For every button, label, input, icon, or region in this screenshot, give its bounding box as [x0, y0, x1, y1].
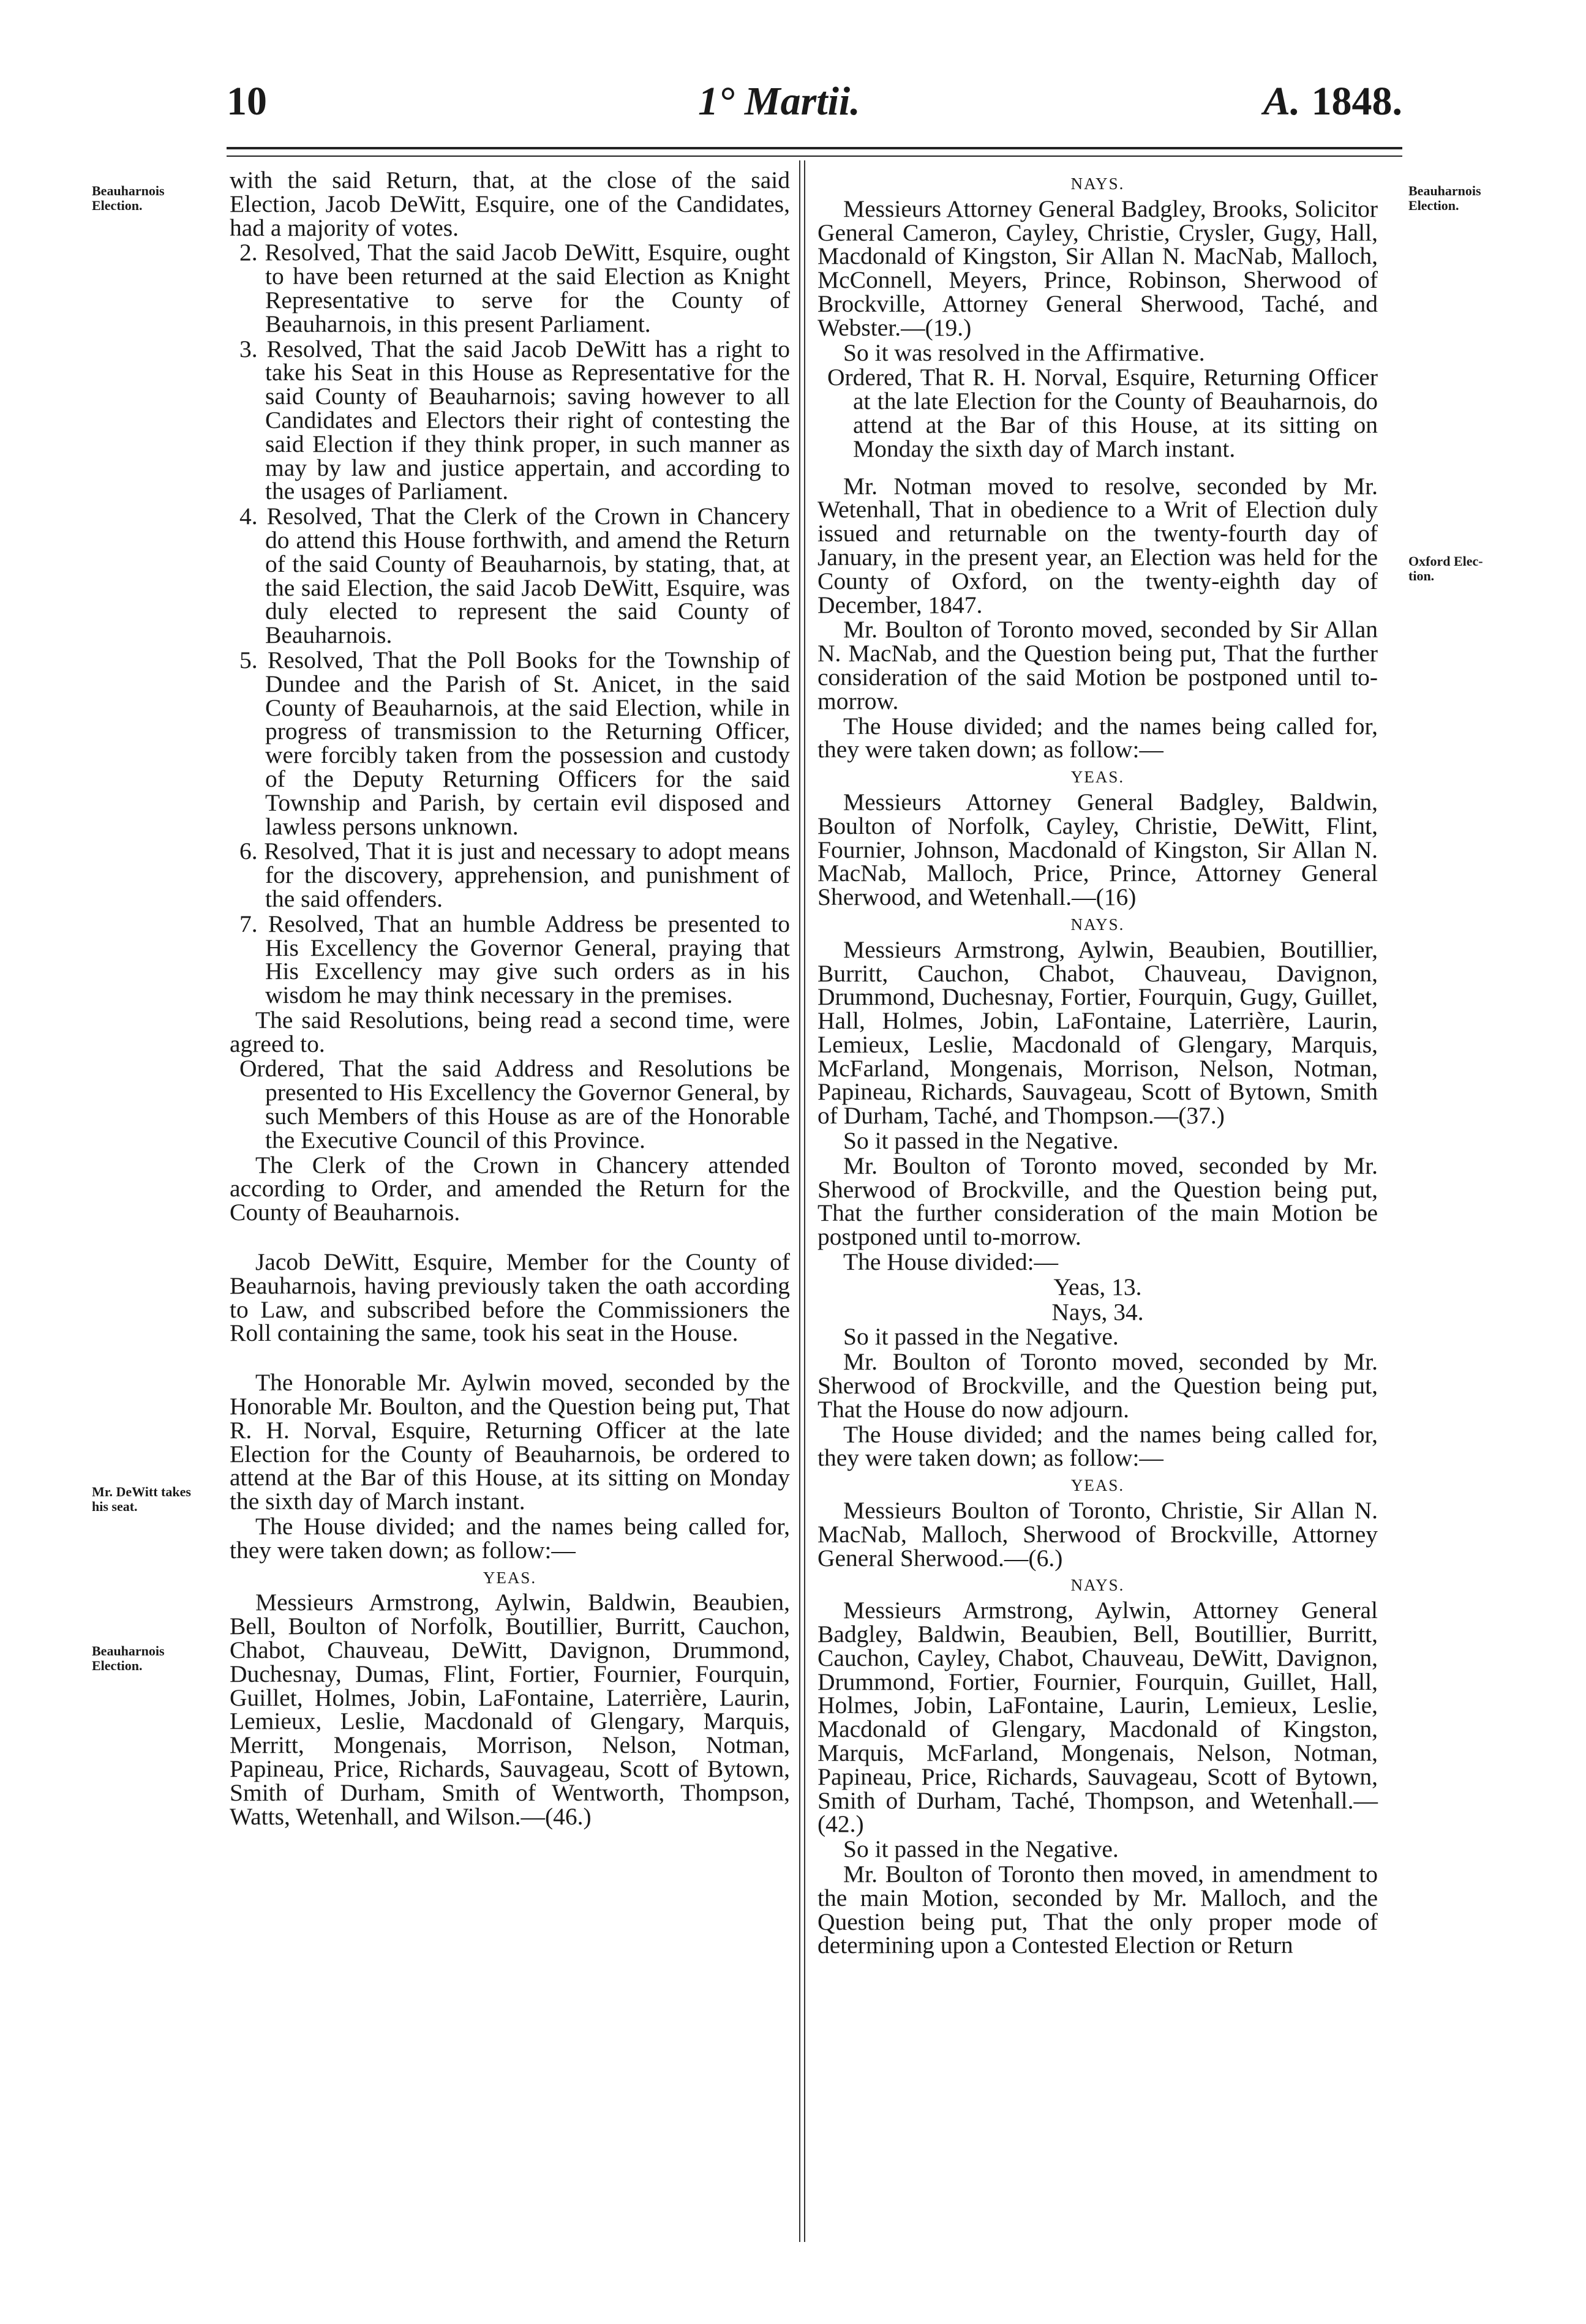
nays-heading: NAYS. — [1070, 915, 1125, 934]
paragraph: So it passed in the Negative. — [843, 1127, 1119, 1155]
resolution-7: 7. Resolved, That an humble Address be presented to His Excellency the Governor General, praying that His Excellency may give such orders as in his wisdom he may think necessary in the premises. — [239, 910, 790, 1009]
margin-note-dewitt-seat: Mr. DeWitt takes his seat. — [92, 1484, 191, 1514]
margin-note-beauharnois-1: Beauharnois Election. — [92, 183, 165, 213]
vote-list: Messieurs Boulton of Toronto, Christie, Sir Allan N. MacNab, Malloch, Sherwood of Brockville, Attorney General Sherwood.—(6.) — [817, 1497, 1378, 1572]
header-rule — [227, 147, 1402, 149]
header-rule-thin — [227, 156, 1402, 157]
margin-note-oxford: Oxford Elec- tion. — [1408, 553, 1483, 583]
vote-list: Messieurs Armstrong, Aylwin, Attorney General Badgley, Baldwin, Beaubien, Bell, Boutillier, Burritt, Cauchon, Cayley, Chabot, Chauveau, DeWitt, Davignon, Drummond, Fortier, Fournier, Fourquin, Guillet, Hall, Holmes, Jobin, LaFontaine, Laurin, Lemieux, Leslie, Macdonald of Glengary, Macdonald of Kingston, Marquis, McFarland, Mongenais, Nelson, Notman, Papineau, Price, Richards, Sauvageau, Scott of Bytown, Smith of Durham, Taché, Thompson, and Wetenhall.—(42.) — [817, 1597, 1378, 1838]
spacer — [230, 1226, 790, 1250]
paragraph: Mr. Boulton of Toronto moved, seconded by Sir Allan N. MacNab, and the Question being put, That the further consideration of the said Motion be postponed until to-morrow. — [817, 616, 1378, 714]
order-paragraph: Ordered, That R. H. Norval, Esquire, Returning Officer at the late Election for the County of Beauharnois, do attend at the Bar of this House, at its sitting on Monday the sixth day of March instant. — [827, 364, 1378, 462]
vote-list: Messieurs Attorney General Badgley, Brooks, Solicitor General Cameron, Cayley, Christie, Crysler, Gugy, Hall, Macdonald of Kingston, Sir Allan N. MacNab, Malloch, McConnell, Meyers, Prince, Robinson, Sherwood of Brockville, Attorney General Sherwood, Taché, and Webster.—(19.) — [817, 195, 1378, 341]
year-a: A. — [1263, 79, 1301, 124]
paragraph: So it passed in the Negative. — [843, 1835, 1119, 1863]
paragraph: Mr. Notman moved to resolve, seconded by Mr. Wetenhall, That in obedience to a Writ of Election duly issued and returnable on the twenty-fourth day of January, in the present year, an Election was held for the County of Oxford, on the twenty-eighth day of December, 1847. — [817, 472, 1378, 618]
page-year — [1263, 78, 1402, 125]
right-column — [817, 168, 1378, 1959]
column-divider — [799, 160, 800, 2242]
yeas-count: Yeas, 13. — [1053, 1273, 1142, 1300]
yeas-heading: YEAS. — [1070, 768, 1125, 787]
paragraph: The House divided; and the names being called for, they were taken down; as follow:— — [817, 1420, 1378, 1472]
paragraph: with the said Return, that, at the close of the said Election, Jacob DeWitt, Esquire, one of the Candidates, had a majority of votes. — [230, 167, 790, 241]
margin-note-beauharnois-right: Beauharnois Election. — [1408, 183, 1481, 213]
nays-heading: NAYS. — [1070, 1576, 1125, 1595]
left-column — [230, 168, 790, 1829]
paragraph: The Honorable Mr. Aylwin moved, seconded by the Honorable Mr. Boulton, and the Question being put, That R. H. Norval, Esquire, Returning Officer at the late Election for the County of Beauharnois, be ordered to attend at the Bar of this House, at its sitting on Monday the sixth day of March instant. — [230, 1369, 790, 1515]
paragraph: Mr. Boulton of Toronto then moved, in amendment to the main Motion, seconded by Mr. Malloch, and the Question being put, That the only proper mode of determining upon a Contested Election or Return — [817, 1860, 1378, 1959]
paragraph: The House divided; and the names being called for, they were taken down; as follow:— — [230, 1513, 790, 1564]
paragraph: So it passed in the Negative. — [843, 1323, 1119, 1351]
spacer — [230, 1346, 790, 1371]
vote-list: Messieurs Armstrong, Aylwin, Beaubien, Boutillier, Burritt, Cauchon, Chabot, Chauveau, Davignon, Drummond, Duchesnay, Fortier, Fourquin, Gugy, Guillet, Hall, Holmes, Jobin, LaFontaine, Laterrière, Laurin, Lemieux, Leslie, Macdonald of Glengary, Marquis, McFarland, Mongenais, Morrison, Nelson, Notman, Papineau, Richards, Sauvageau, Scott of Bytown, Smith of Durham, Taché, and Thompson.—(37.) — [817, 935, 1378, 1130]
resolution-6: 6. Resolved, That it is just and necessary to adopt means for the discovery, apprehension, and punishment of the said offenders. — [239, 838, 790, 912]
vote-list: Messieurs Armstrong, Aylwin, Baldwin, Beaubien, Bell, Boulton of Norfolk, Boutillier, Burritt, Cauchon, Chabot, Chauveau, DeWitt, Davignon, Drummond, Duchesnay, Dumas, Flint, Fortier, Fournier, Fourquin, Guillet, Holmes, Jobin, LaFontaine, Laterrière, Laurin, Lemieux, Leslie, Macdonald of Glengary, Marquis, Merritt, Mongenais, Morrison, Nelson, Notman, Papineau, Price, Richards, Sauvageau, Scott of Bytown, Smith of Durham, Smith of Wentworth, Thompson, Watts, Wetenhall, and Wilson.—(46.) — [230, 1589, 790, 1830]
nays-count: Nays, 34. — [1051, 1298, 1144, 1325]
resolution-4: 4. Resolved, That the Clerk of the Crown in Chancery do attend this House forthwith, and amend the Return of the said County of Beauharnois, by stating, that, at the said Election, the said Jacob DeWitt, Esquire, was duly elected to represent the said County of Beauharnois. — [239, 503, 790, 649]
page-number: 10 — [227, 79, 267, 124]
year-number: 1848. — [1311, 79, 1402, 124]
page-header — [227, 78, 1402, 133]
paragraph: Jacob DeWitt, Esquire, Member for the County of Beauharnois, having previously taken the oath according to Law, and subscribed before the Commissioners the Roll containing the same, took his seat in the House. — [230, 1248, 790, 1347]
paragraph: So it was resolved in the Affirmative. — [843, 339, 1205, 366]
paragraph: The House divided; and the names being called for, they were taken down; as follow:— — [817, 712, 1378, 763]
order-paragraph: Ordered, That the said Address and Resolutions be presented to His Excellency the Governor General, by such Members of this House as are of the Honorable the Executive Council of this Province. — [239, 1055, 790, 1153]
paragraph: Mr. Boulton of Toronto moved, seconded by Mr. Sherwood of Brockville, and the Question being put, That the further consideration of the main Motion be postponed until to-morrow. — [817, 1152, 1378, 1251]
margin-note-beauharnois-2: Beauharnois Election. — [92, 1643, 165, 1673]
nays-heading: NAYS. — [1070, 174, 1125, 193]
page-date: 1° Martii. — [698, 79, 860, 124]
paragraph: The Clerk of the Crown in Chancery attended according to Order, and amended the Return for the County of Beauharnois. — [230, 1151, 790, 1226]
resolution-3: 3. Resolved, That the said Jacob DeWitt has a right to take his Seat in this House as Representative for the said County of Beauharnois; saving however to all Candidates and Electors their right of contesting the said Election if they think proper, in such manner as may by law and justice appertain, and according to the usages of Parliament. — [239, 335, 790, 505]
column-divider-2 — [804, 160, 805, 2242]
paragraph: The House divided:— — [843, 1248, 1059, 1276]
yeas-heading: YEAS. — [483, 1568, 537, 1587]
vote-list: Messieurs Attorney General Badgley, Baldwin, Boulton of Norfolk, Cayley, Christie, DeWitt, Flint, Fournier, Johnson, Macdonald of Kingston, Sir Allan N. MacNab, Malloch, Price, Prince, Attorney General Sherwood, and Wetenhall.—(16) — [817, 788, 1378, 911]
paragraph: The said Resolutions, being read a second time, were agreed to. — [230, 1006, 790, 1057]
resolution-2: 2. Resolved, That the said Jacob DeWitt, Esquire, ought to have been returned at the said Election as Knight Representative to serve for the County of Beauharnois, in this present Parliament. — [239, 239, 790, 337]
yeas-heading: YEAS. — [1070, 1476, 1125, 1495]
paragraph: Mr. Boulton of Toronto moved, seconded by Mr. Sherwood of Brockville, and the Question being put, That the House do now adjourn. — [817, 1348, 1378, 1423]
resolution-5: 5. Resolved, That the Poll Books for the Township of Dundee and the Parish of St. Anicet, in the said County of Beauharnois, at the said Election, while in progress of transmission to the Returning Officer, were forcibly taken from the possession and custody of the Deputy Returning Officers for the said Township and Parish, by certain evil disposed and lawless persons unknown. — [239, 646, 790, 840]
